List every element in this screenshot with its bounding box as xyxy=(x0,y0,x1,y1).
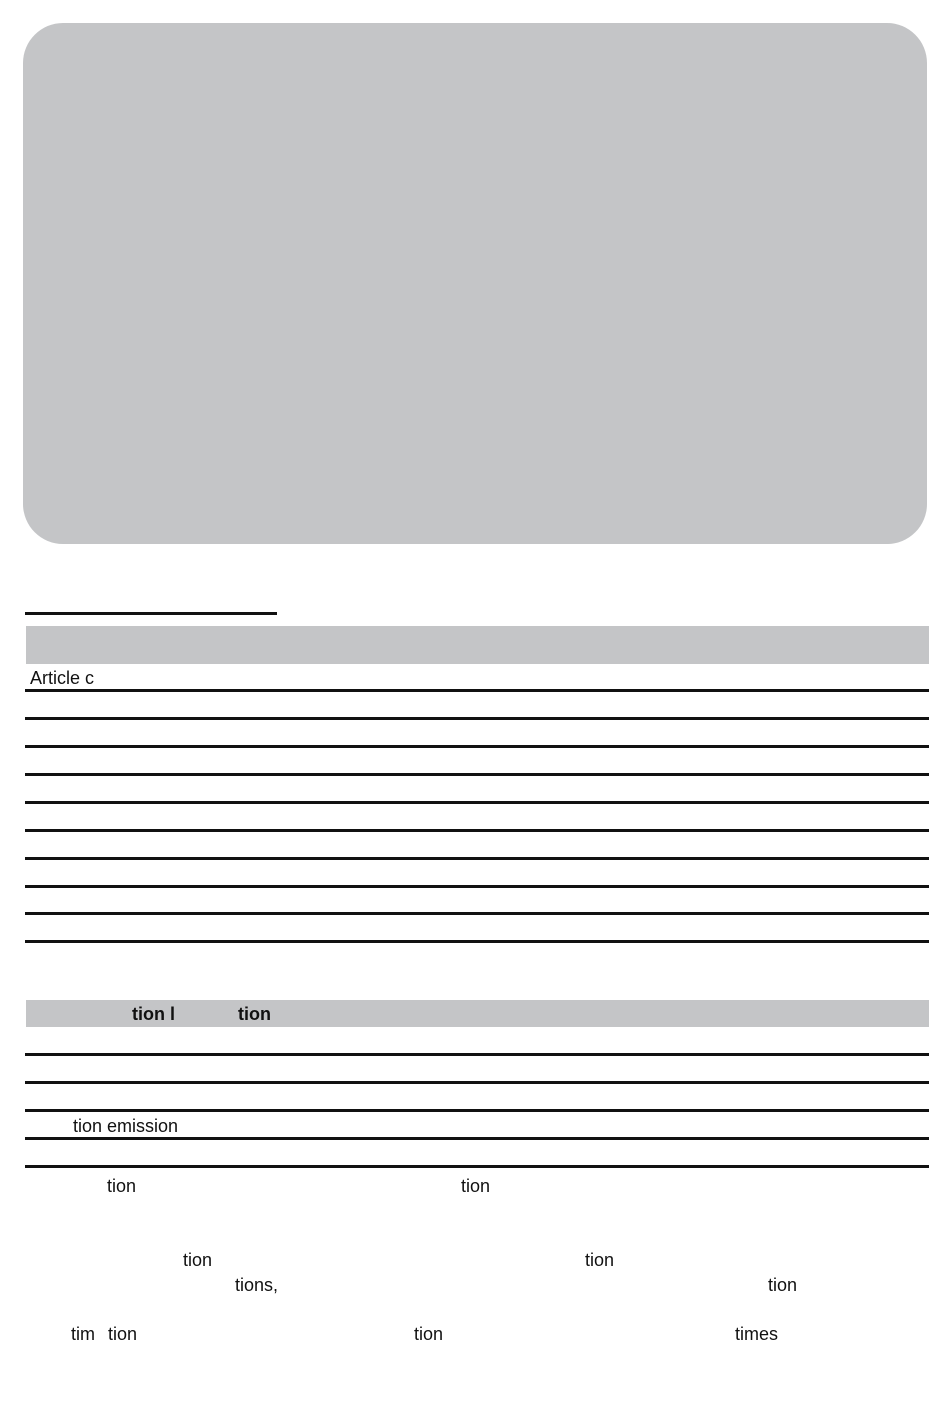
table1-row-divider xyxy=(25,745,929,748)
table1-row-divider xyxy=(25,801,929,804)
paragraph-text-fragment: tion xyxy=(414,1324,444,1344)
paragraph-text-fragment: times xyxy=(735,1324,779,1344)
table1-row-divider xyxy=(25,829,929,832)
table2-row-divider xyxy=(25,1109,929,1112)
paragraph-text-fragment: tim xyxy=(71,1324,95,1344)
section-heading-underline xyxy=(25,612,277,615)
table2-header-col2: tion xyxy=(238,1004,271,1024)
paragraph-text-fragment: tion xyxy=(108,1324,138,1344)
table1-row-divider xyxy=(25,912,929,915)
paragraph-text-fragment: tion xyxy=(768,1275,798,1295)
table2-row-divider xyxy=(25,1081,929,1084)
table2-bottom-rule xyxy=(25,1165,929,1168)
figure-placeholder xyxy=(23,23,927,544)
table1-header-bar xyxy=(26,626,929,664)
table2-row3-label: tion emission xyxy=(73,1116,179,1136)
table-footnote-fragment: tion xyxy=(461,1176,491,1196)
table1-row-divider xyxy=(25,857,929,860)
paragraph-text-fragment: tion xyxy=(585,1250,615,1270)
table2-header-col1: tion l xyxy=(132,1004,175,1024)
table1-row-divider xyxy=(25,773,929,776)
table2-row-divider xyxy=(25,1053,929,1056)
table-footnote-fragment: tion xyxy=(107,1176,137,1196)
paragraph-text-fragment: tion xyxy=(183,1250,213,1270)
table1-row1-label: Article c xyxy=(30,668,95,688)
table1-row-divider xyxy=(25,717,929,720)
table1-row-divider xyxy=(25,689,929,692)
table1-bottom-rule xyxy=(25,940,929,943)
paragraph-text-fragment: tions, xyxy=(235,1275,279,1295)
table2-row-divider xyxy=(25,1137,929,1140)
table1-row-divider xyxy=(25,885,929,888)
